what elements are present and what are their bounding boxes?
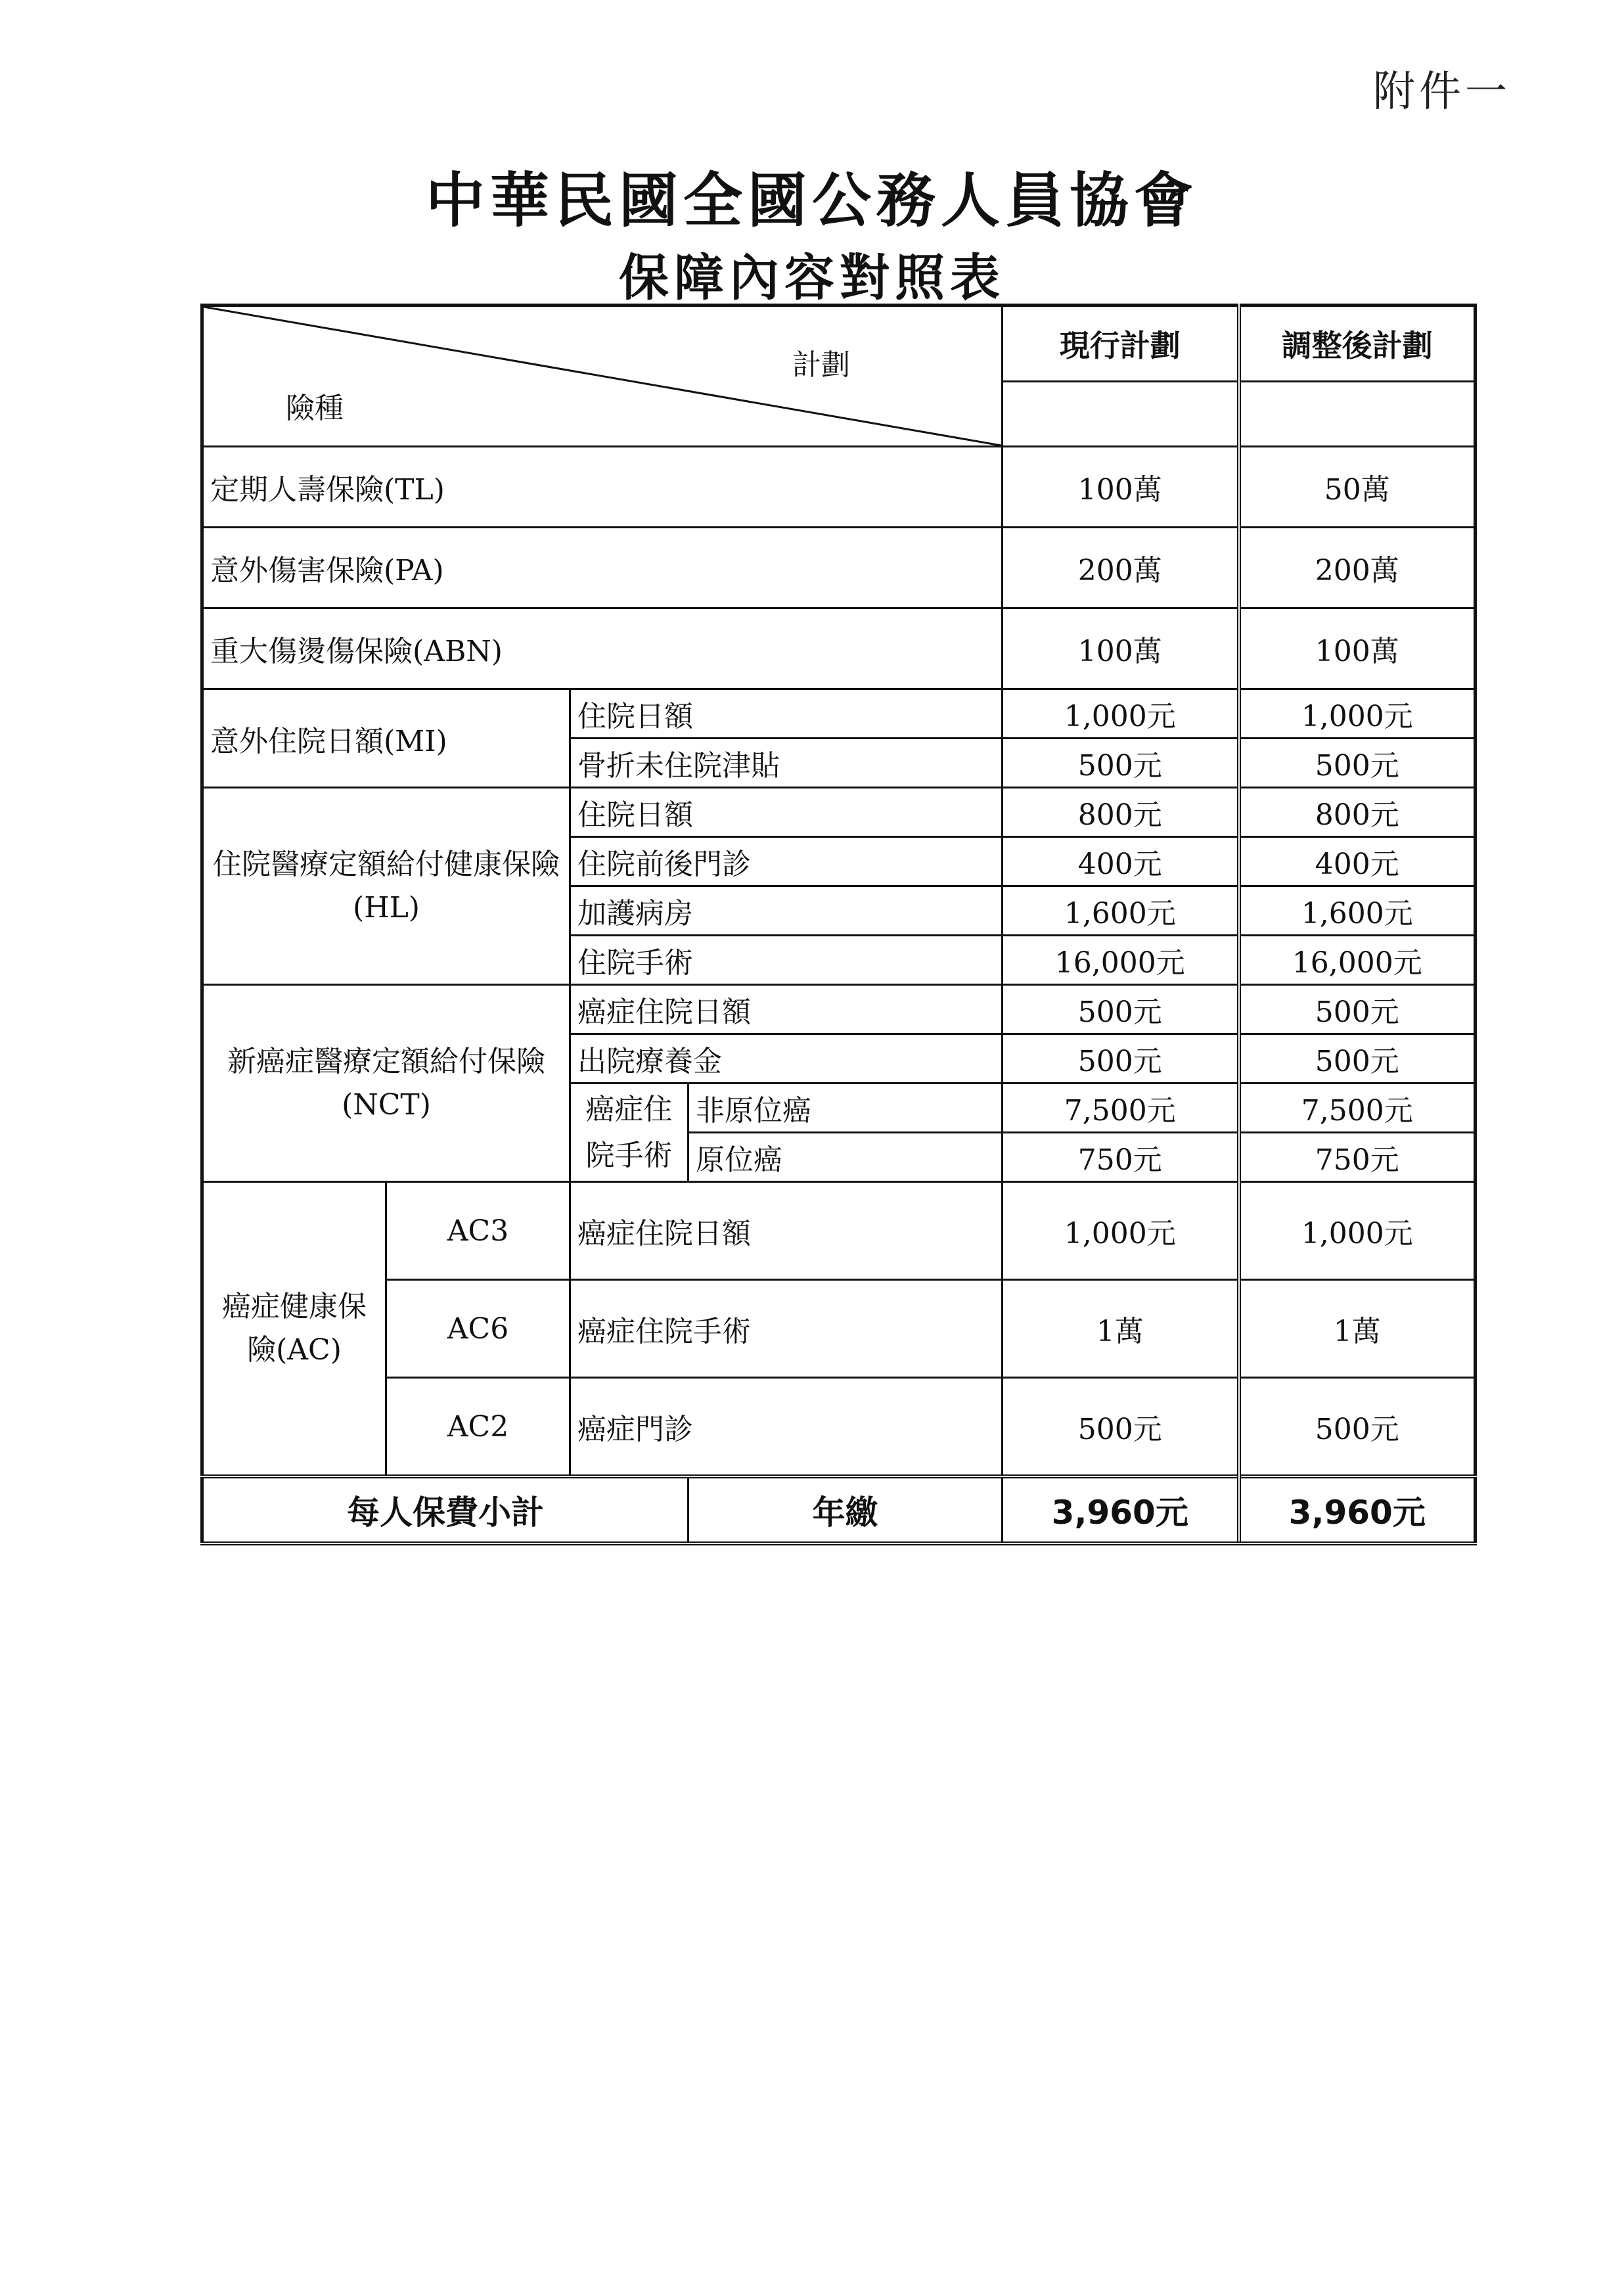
value-adjusted-mi-0: 1,000元 — [1239, 689, 1476, 739]
header-current-plan: 現行計劃 — [1003, 306, 1239, 382]
total-period: 年繳 — [688, 1476, 1003, 1543]
table-row — [202, 1182, 1476, 1280]
table-row — [202, 788, 1476, 837]
code-ac-2: AC2 — [386, 1378, 570, 1477]
value-adjusted-nct-1: 500元 — [1239, 1034, 1476, 1084]
value-adjusted-pa: 200萬 — [1239, 528, 1476, 608]
value-adjusted-hl-0: 800元 — [1239, 788, 1476, 837]
value-adjusted-abn: 100萬 — [1239, 608, 1476, 689]
item-hl-2: 加護病房 — [570, 886, 1003, 936]
value-adjusted-nct-surgery-0: 7,500元 — [1239, 1084, 1476, 1133]
value-current-mi-0: 1,000元 — [1003, 689, 1239, 739]
value-current-pa: 200萬 — [1003, 528, 1239, 608]
value-current-ac-1: 1萬 — [1003, 1280, 1239, 1378]
item-nct-surgery-1: 原位癌 — [688, 1133, 1003, 1182]
coverage-comparison-table — [200, 304, 1477, 1545]
total-row — [202, 1476, 1476, 1543]
value-current-ac-0: 1,000元 — [1003, 1182, 1239, 1280]
value-current-nct-surgery-1: 750元 — [1003, 1133, 1239, 1182]
value-adjusted-hl-3: 16,000元 — [1239, 936, 1476, 985]
row-name-ac: 癌症健康保險(AC) — [202, 1182, 386, 1477]
value-current-hl-2: 1,600元 — [1003, 886, 1239, 936]
document-subtitle: 保障內容對照表 — [619, 248, 1005, 307]
header-diagonal-cell — [202, 306, 1003, 447]
row-name-tl: 定期人壽保險(TL) — [202, 447, 1003, 528]
table-row — [202, 985, 1476, 1034]
value-adjusted-tl: 50萬 — [1239, 447, 1476, 528]
row-name-mi: 意外住院日額(MI) — [202, 689, 570, 788]
table-row — [202, 447, 1476, 528]
total-label: 每人保費小計 — [202, 1476, 688, 1543]
value-current-nct-surgery-0: 7,500元 — [1003, 1084, 1239, 1133]
item-nct-0: 癌症住院日額 — [570, 985, 1003, 1034]
value-current-abn: 100萬 — [1003, 608, 1239, 689]
row-name-pa: 意外傷害保險(PA) — [202, 528, 1003, 608]
table-row — [202, 528, 1476, 608]
value-adjusted-mi-1: 500元 — [1239, 739, 1476, 788]
value-current-nct-1: 500元 — [1003, 1034, 1239, 1084]
table-header-row — [202, 306, 1476, 382]
total-current: 3,960元 — [1003, 1476, 1239, 1543]
row-name-nct: 新癌症醫療定額給付保險(NCT) — [202, 985, 570, 1182]
value-adjusted-ac-2: 500元 — [1239, 1378, 1476, 1477]
value-current-nct-0: 500元 — [1003, 985, 1239, 1034]
value-adjusted-ac-1: 1萬 — [1239, 1280, 1476, 1378]
item-mi-0: 住院日額 — [570, 689, 1003, 739]
header-plan-label: 計劃 — [792, 348, 850, 382]
value-current-ac-2: 500元 — [1003, 1378, 1239, 1477]
value-adjusted-nct-0: 500元 — [1239, 985, 1476, 1034]
total-adjusted: 3,960元 — [1239, 1476, 1476, 1543]
item-ac-0: 癌症住院日額 — [570, 1182, 1003, 1280]
item-hl-0: 住院日額 — [570, 788, 1003, 837]
table-row — [202, 689, 1476, 739]
nct-surgery-label: 癌症住院手術 — [570, 1084, 688, 1182]
item-nct-surgery-0: 非原位癌 — [688, 1084, 1003, 1133]
table-row — [202, 608, 1476, 689]
item-ac-2: 癌症門診 — [570, 1378, 1003, 1477]
code-ac-1: AC6 — [386, 1280, 570, 1378]
table-row — [202, 1280, 1476, 1378]
item-nct-1: 出院療養金 — [570, 1034, 1003, 1084]
header-type-label: 險種 — [286, 392, 344, 425]
table-row — [202, 1378, 1476, 1477]
item-ac-1: 癌症住院手術 — [570, 1280, 1003, 1378]
value-current-hl-1: 400元 — [1003, 837, 1239, 886]
item-mi-1: 骨折未住院津貼 — [570, 739, 1003, 788]
value-adjusted-nct-surgery-1: 750元 — [1239, 1133, 1476, 1182]
header-current-blank — [1003, 382, 1239, 447]
item-hl-3: 住院手術 — [570, 936, 1003, 985]
code-ac-0: AC3 — [386, 1182, 570, 1280]
document-title: 中華民國全國公務人員協會 — [426, 166, 1198, 235]
value-current-hl-3: 16,000元 — [1003, 936, 1239, 985]
value-adjusted-ac-0: 1,000元 — [1239, 1182, 1476, 1280]
item-hl-1: 住院前後門診 — [570, 837, 1003, 886]
value-adjusted-hl-2: 1,600元 — [1239, 886, 1476, 936]
attachment-annotation: 附件一 — [1373, 68, 1511, 116]
row-name-abn: 重大傷燙傷保險(ABN) — [202, 608, 1003, 689]
value-current-mi-1: 500元 — [1003, 739, 1239, 788]
row-name-hl: 住院醫療定額給付健康保險(HL) — [202, 788, 570, 985]
value-current-tl: 100萬 — [1003, 447, 1239, 528]
value-current-hl-0: 800元 — [1003, 788, 1239, 837]
value-adjusted-hl-1: 400元 — [1239, 837, 1476, 886]
header-adjusted-plan: 調整後計劃 — [1239, 306, 1476, 382]
header-adjusted-blank — [1239, 382, 1476, 447]
